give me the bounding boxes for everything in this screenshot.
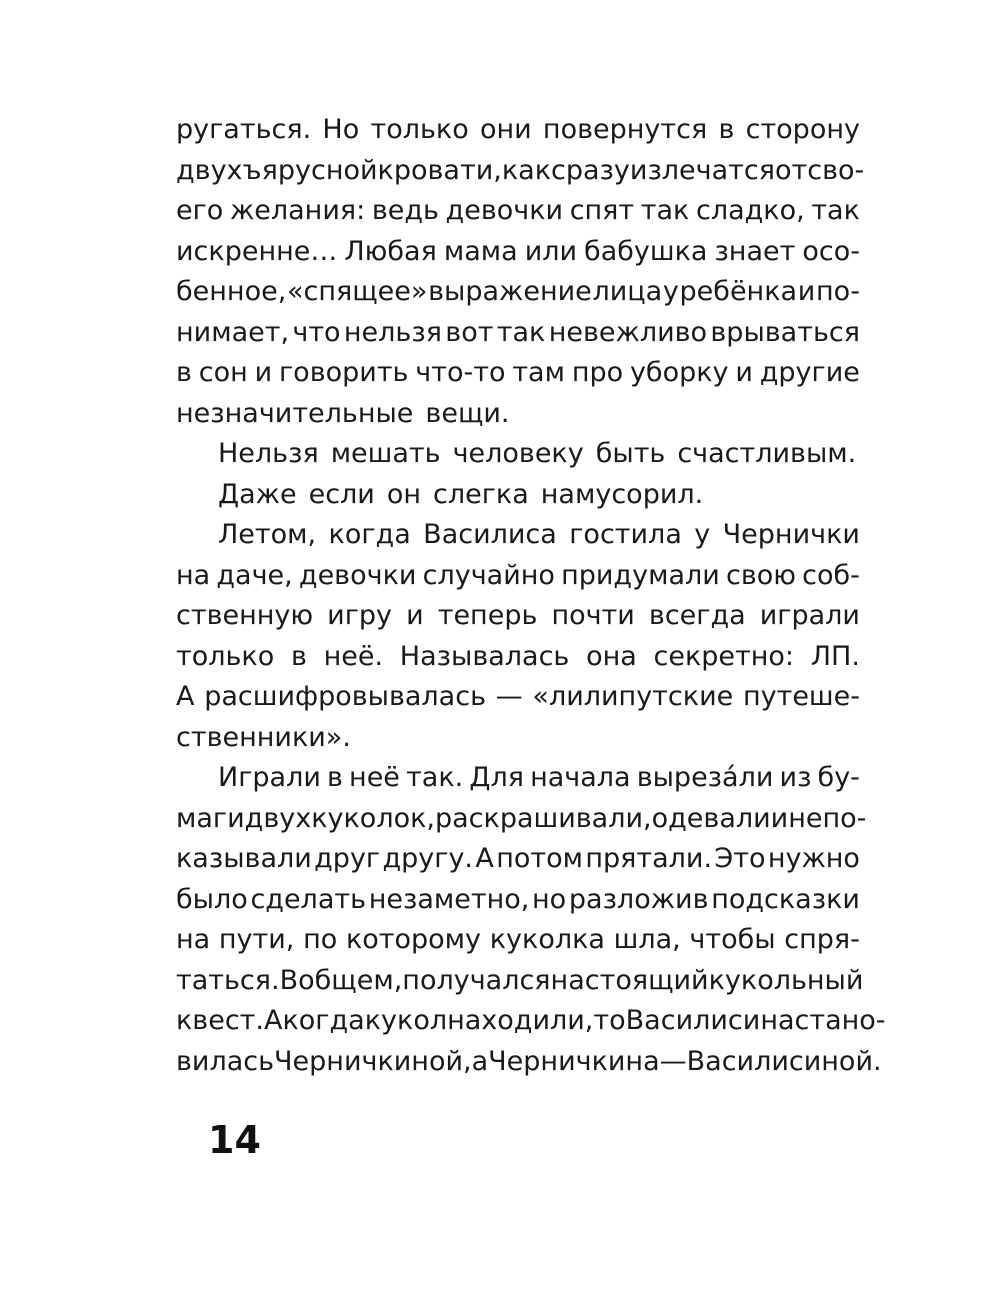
word: там	[512, 357, 565, 388]
word: быть	[595, 438, 666, 469]
word: и	[406, 600, 424, 631]
word: девочки	[298, 559, 417, 591]
word: настоящий	[550, 964, 709, 996]
word: вещи.	[425, 397, 510, 429]
word: А	[176, 681, 195, 712]
word: ственники».	[176, 721, 351, 753]
word: незначительные	[176, 397, 414, 429]
word: незаметно,	[368, 883, 530, 915]
text-line	[176, 880, 860, 921]
word: счастливым.	[677, 438, 857, 469]
word: расшифровывалась	[204, 681, 486, 712]
word: невежливо	[548, 316, 708, 348]
word: даче,	[216, 559, 293, 591]
word: а	[471, 1045, 489, 1077]
body-text	[176, 110, 886, 1082]
word: повернутся	[542, 114, 708, 145]
word: и	[797, 276, 816, 307]
word: куколка	[489, 924, 605, 955]
word: Василисина	[625, 1005, 795, 1036]
text-line	[176, 475, 860, 516]
word: секретно:	[653, 640, 795, 672]
word: осо-	[802, 235, 860, 267]
word: сон	[198, 357, 248, 388]
word: Любая	[344, 235, 437, 267]
word: вот	[445, 316, 494, 348]
word: раскрашивали,	[434, 802, 652, 834]
word: кровати,	[377, 154, 502, 186]
word: бабушка	[584, 235, 708, 267]
word: придумали	[561, 559, 720, 591]
word: Называлась	[399, 640, 570, 672]
word: играли	[759, 600, 860, 631]
word: Но	[322, 114, 360, 145]
word: девочки	[445, 195, 564, 226]
word: бенное,	[176, 276, 287, 307]
word: сво-	[807, 154, 865, 186]
word: слегка	[433, 478, 529, 510]
word: стано-	[794, 1005, 886, 1036]
word: по-	[816, 276, 860, 307]
word: игру	[327, 600, 393, 631]
word: начала	[530, 762, 631, 793]
text-line	[176, 515, 860, 556]
word: всегда	[648, 600, 746, 631]
word: про	[571, 357, 624, 388]
text-line	[176, 556, 860, 597]
word: у	[694, 519, 711, 550]
word: в	[176, 357, 192, 388]
word: общем,	[298, 964, 403, 996]
word: А	[475, 843, 494, 874]
word: сделать	[250, 883, 367, 915]
word: когда	[282, 1005, 365, 1036]
word: но	[532, 883, 567, 915]
word: если	[308, 478, 375, 510]
word: на	[176, 924, 211, 955]
word: так.	[406, 762, 464, 793]
word: куколок,	[311, 802, 435, 834]
word: в	[290, 640, 307, 672]
word: они	[479, 114, 532, 145]
word: выреза́ли	[636, 762, 774, 793]
word: таться.	[176, 964, 280, 996]
word: как	[501, 154, 552, 186]
word: она	[586, 640, 637, 672]
word: на	[176, 559, 211, 591]
word: человеку	[452, 438, 584, 469]
word: только	[176, 640, 275, 672]
word: путеше-	[742, 681, 860, 712]
text-line	[176, 232, 860, 273]
text-line	[176, 758, 860, 799]
word: друг	[314, 843, 381, 874]
word: и	[770, 802, 789, 834]
word: разложив	[568, 883, 709, 915]
word: выражение	[428, 276, 592, 307]
word: что-то	[415, 357, 506, 388]
word: потом	[496, 843, 583, 874]
word: из	[779, 762, 812, 793]
word: спря-	[784, 924, 860, 955]
word: и	[254, 357, 273, 388]
word: маги	[176, 802, 245, 834]
text-line	[176, 394, 860, 435]
word: —	[495, 681, 523, 712]
word: искренне…	[176, 235, 338, 267]
word: когда	[328, 519, 411, 550]
word: шла,	[613, 924, 681, 955]
text-line	[176, 596, 860, 637]
text-line	[176, 1042, 882, 1083]
word: Для	[469, 762, 524, 793]
word: одевали	[651, 802, 771, 834]
text-line	[176, 799, 867, 840]
text-line	[176, 1001, 886, 1042]
word: его	[176, 195, 224, 226]
word: Это	[714, 843, 766, 874]
word: находили,	[447, 1005, 594, 1036]
word: неё.	[323, 640, 384, 672]
word: то	[593, 1005, 626, 1036]
text-line	[176, 272, 860, 313]
word: от	[774, 154, 808, 186]
word: почти	[551, 600, 635, 631]
word: вилась	[176, 1045, 275, 1077]
text-line	[176, 151, 865, 192]
text-line	[176, 353, 860, 394]
word: желания:	[229, 195, 366, 226]
word: врываться	[710, 316, 860, 348]
word: было	[176, 883, 248, 915]
word: другу.	[382, 843, 474, 874]
word: «спящее»	[286, 276, 428, 307]
word: нимает,	[176, 316, 290, 348]
word: не	[788, 802, 823, 834]
word: так	[811, 195, 860, 226]
word: говорить	[279, 357, 409, 388]
word: намусорил.	[540, 478, 704, 510]
word: теперь	[437, 600, 538, 631]
word: по	[303, 924, 338, 955]
word: Чернички	[722, 519, 860, 550]
word: сразу	[551, 154, 630, 186]
text-line	[176, 313, 860, 354]
word: которому	[345, 924, 482, 955]
word: В	[279, 964, 299, 996]
word: так	[496, 316, 546, 348]
word: неё	[349, 762, 400, 793]
text-line	[176, 191, 860, 232]
word: Играли	[218, 762, 321, 793]
word: чтобы	[689, 924, 776, 955]
word: спят	[569, 195, 635, 226]
word: казывали	[176, 843, 312, 874]
word: «лилипутские	[532, 681, 734, 712]
word: знает	[714, 235, 796, 267]
word: подсказки	[711, 883, 860, 915]
text-line	[176, 434, 860, 475]
word: свою	[725, 559, 796, 591]
word: ругаться.	[176, 114, 312, 145]
word: в	[718, 114, 735, 145]
word: ЛП.	[810, 640, 860, 672]
word: мама	[443, 235, 518, 267]
word: прятали.	[585, 843, 713, 874]
word: соб-	[802, 559, 860, 591]
word: уборку	[629, 357, 729, 388]
word: получался	[402, 964, 551, 996]
text-line	[176, 637, 860, 678]
word: случайно	[422, 559, 555, 591]
word: излечатся	[629, 154, 775, 186]
page-number: 14	[208, 1118, 261, 1162]
word: Василиса	[423, 519, 557, 550]
word: так	[640, 195, 690, 226]
word: Черничкина	[488, 1045, 660, 1077]
word: ребёнка	[679, 276, 798, 307]
word: в	[327, 762, 343, 793]
word: и	[735, 357, 753, 388]
word: кукол	[364, 1005, 448, 1036]
word: нужно	[767, 843, 860, 874]
word: гостила	[569, 519, 682, 550]
text-line	[176, 920, 860, 961]
text-line	[176, 961, 864, 1002]
text-line	[176, 110, 860, 151]
word: Черничкиной,	[274, 1045, 472, 1077]
word: пути,	[218, 924, 295, 955]
word: Даже	[218, 478, 297, 510]
word: кукольный	[708, 964, 864, 996]
word: ственную	[176, 600, 314, 631]
word: нельзя	[343, 316, 442, 348]
word: лица	[592, 276, 663, 307]
word: Летом,	[218, 519, 317, 550]
word: только	[370, 114, 469, 145]
word: другие	[759, 357, 860, 388]
word: мешать	[330, 438, 441, 469]
word: что	[292, 316, 341, 348]
word: или	[524, 235, 578, 267]
text-line	[176, 839, 860, 880]
word: по-	[822, 802, 867, 834]
word: бу-	[817, 762, 860, 793]
word: сладко,	[695, 195, 805, 226]
word: у	[662, 276, 679, 307]
word: А	[264, 1005, 283, 1036]
word: ведь	[371, 195, 439, 226]
word: двух	[244, 802, 312, 834]
word: квест.	[176, 1005, 264, 1036]
text-line	[176, 718, 860, 759]
word: Василисиной.	[686, 1045, 882, 1077]
text-line	[176, 677, 860, 718]
word: —	[659, 1045, 687, 1077]
word: он	[386, 478, 422, 510]
word: двухъярусной	[176, 154, 378, 186]
word: Нельзя	[218, 438, 319, 469]
word: сторону	[745, 114, 860, 145]
